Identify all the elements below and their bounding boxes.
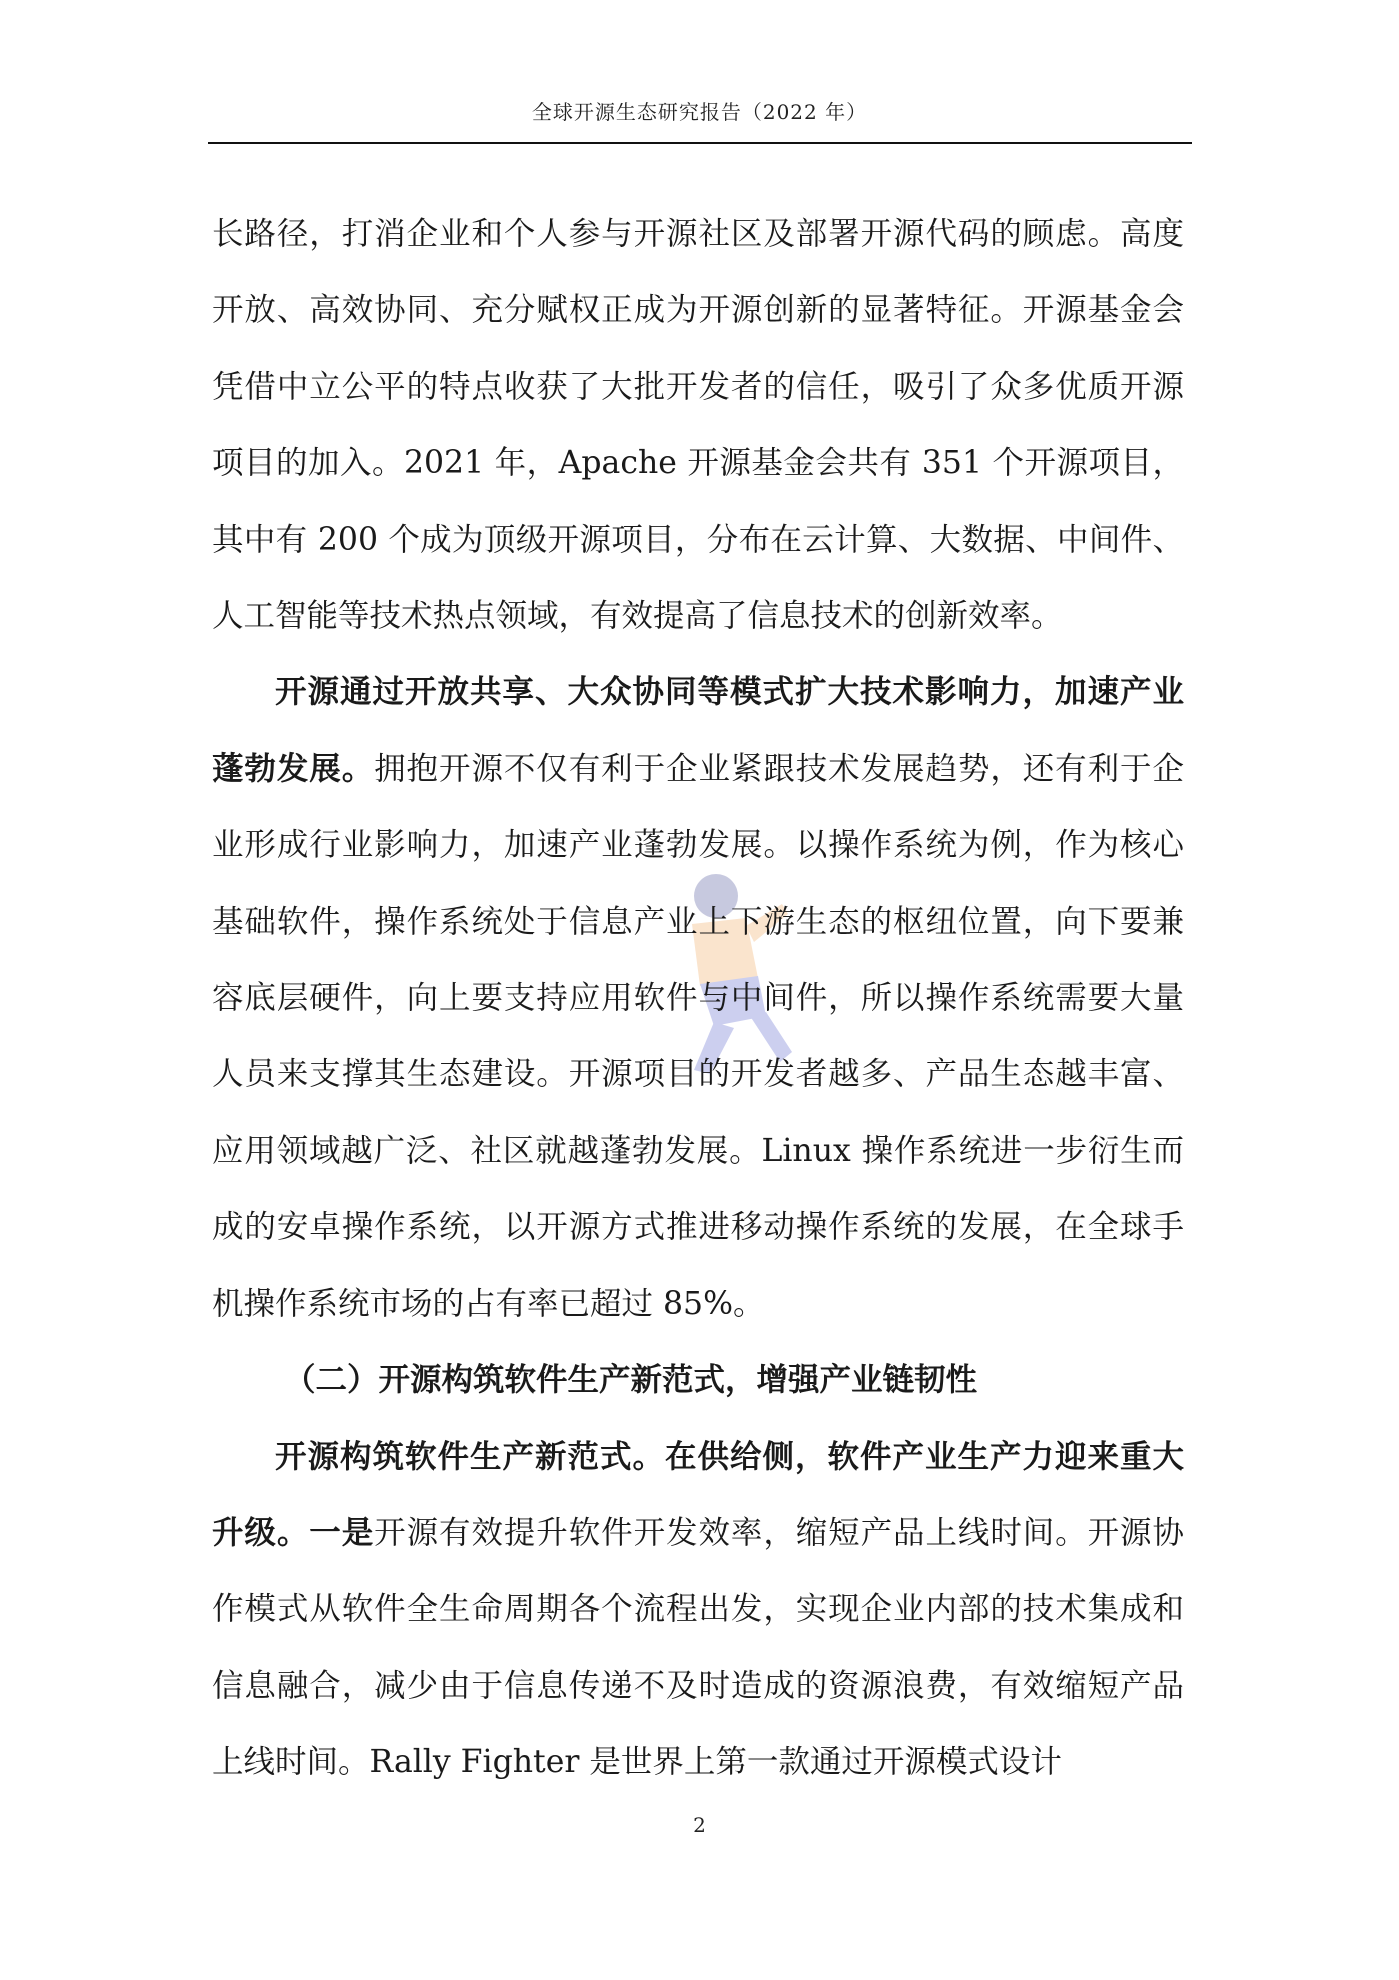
paragraph-body: 开源有效提升软件开发效率，缩短产品上线时间。开源协作模式从软件全生命周期各个流程出发，实现企业内部的技术集成和信息融合，减少由于信息传递不及时造成的资源浪费，有效缩短产品上线时间。Rally Fighter 是世界上第一款通过开源模式设计: [212, 1514, 1184, 1781]
paragraph: [212, 1419, 1184, 1801]
section-heading: （二）开源构筑软件生产新范式，增强产业链韧性: [284, 1362, 978, 1399]
page-header-title: 全球开源生态研究报告（2022 年）: [531, 100, 868, 124]
paragraph-body: 拥抱开源不仅有利于企业紧跟技术发展趋势，还有利于企业形成行业影响力，加速产业蓬勃发展。以操作系统为例，作为核心基础软件，操作系统处于信息产业上下游生态的枢纽位置，向下要兼容底层硬件，向上要支持应用软件与中间件，所以操作系统需要大量人员来支撑其生态建设。开源项目的开发者越多、产品生态越丰富、应用领域越广泛、社区就越蓬勃发展。Linux 操作系统进一步衍生而成的安卓操作系统，以开源方式推进移动操作系统的发展，在全球手机操作系统市场的占有率已超过 85%。: [212, 750, 1184, 1322]
header-divider: [208, 142, 1192, 144]
body-text: [212, 196, 1184, 1801]
page-number: 2: [693, 1813, 706, 1837]
paragraph: [212, 654, 1184, 1342]
paragraph: 长路径，打消企业和个人参与开源社区及部署开源代码的顾虑。高度开放、高效协同、充分赋权正成为开源创新的显著特征。开源基金会凭借中立公平的特点收获了大批开发者的信任，吸引了众多优质开源项目的加入。2021 年，Apache 开源基金会共有 351 个开源项目，其中有 200 个成为顶级开源项目，分布在云计算、大数据、中间件、人工智能等技术热点领域，有效提高了信息技术的创新效率。: [212, 216, 1184, 635]
paragraph-lead: 开源通过开放共享、大众协同等模式扩大技术影响力，加速产业蓬勃发展。: [212, 674, 1184, 787]
paragraph-lead: 开源构筑软件生产新范式。在供给侧，软件产业生产力迎来重大升级。一是: [212, 1438, 1184, 1551]
